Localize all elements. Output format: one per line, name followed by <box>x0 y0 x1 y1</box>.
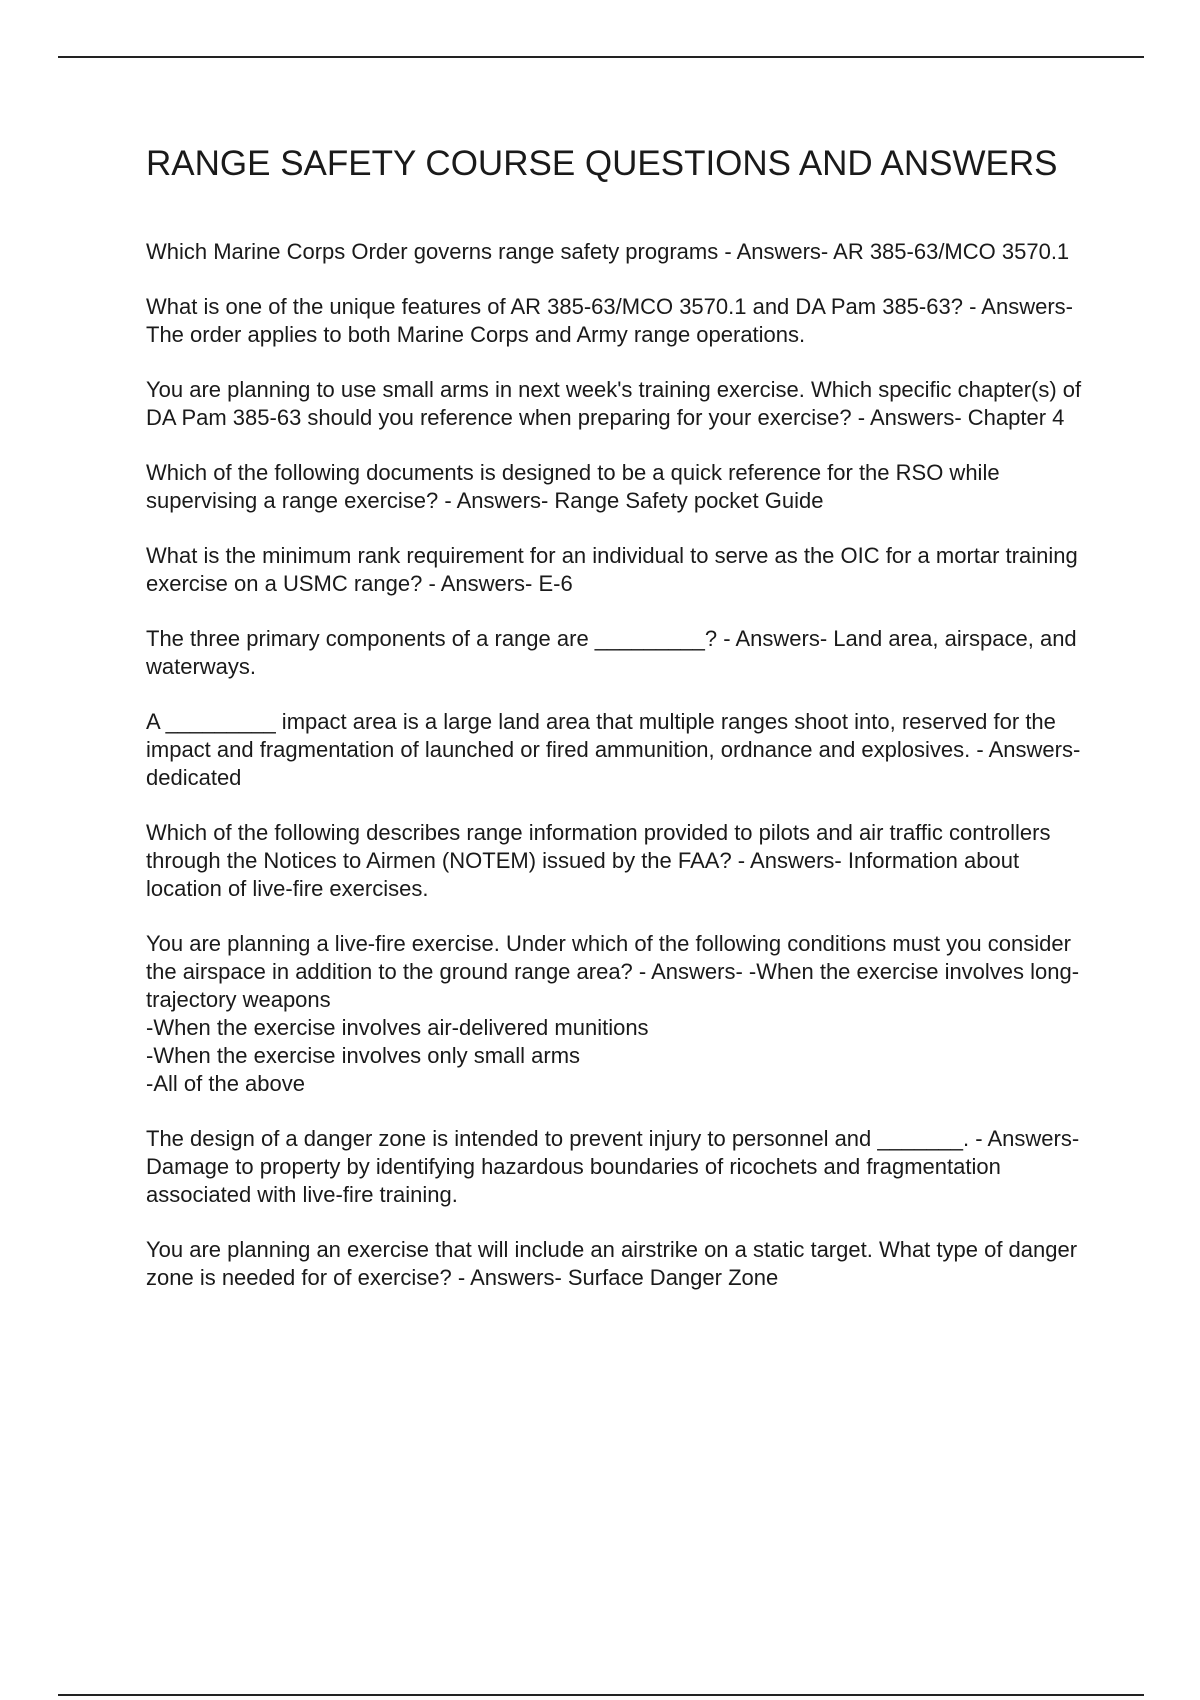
document-title: RANGE SAFETY COURSE QUESTIONS AND ANSWERS <box>146 144 1058 183</box>
qa-item: Which of the following documents is designed to be a quick reference for the RSO while supervising a range exercise? - Answers- Range Safety pocket Guide <box>146 460 1000 513</box>
top-divider <box>58 56 1144 58</box>
qa-item: Which of the following describes range information provided to pilots and air traffic controllers through the Notices to Airmen (NOTEM) issued by the FAA? - Answers- Information about location of live-fire exercises. <box>146 820 1051 901</box>
qa-item: The design of a danger zone is intended to prevent injury to personnel and _______. - Answers- Damage to property by identifying hazardous boundaries of ricochets and fragmentation associated with live-fire training. <box>146 1126 1080 1207</box>
qa-item: What is the minimum rank requirement for an individual to serve as the OIC for a mortar training exercise on a USMC range? - Answers- E-6 <box>146 543 1078 596</box>
qa-item: The three primary components of a range are _________? - Answers- Land area, airspace, and waterways. <box>146 626 1077 679</box>
bottom-divider <box>58 1694 1144 1696</box>
qa-item: You are planning to use small arms in next week's training exercise. Which specific chapter(s) of DA Pam 385-63 should you reference when preparing for your exercise? - Answers- Chapter 4 <box>146 377 1082 430</box>
qa-item: You are planning an exercise that will include an airstrike on a static target. What type of danger zone is needed for of exercise? - Answers- Surface Danger Zone <box>146 1237 1078 1290</box>
document-body <box>146 143 1091 1319</box>
qa-item: What is one of the unique features of AR 385-63/MCO 3570.1 and DA Pam 385-63? - Answers- The order applies to both Marine Corps and Army range operations. <box>146 294 1073 347</box>
qa-item: A _________ impact area is a large land area that multiple ranges shoot into, reserved for the impact and fragmentation of launched or fired ammunition, ordnance and explosives. - Answers- dedicated <box>146 709 1081 790</box>
qa-item: Which Marine Corps Order governs range safety programs - Answers- AR 385-63/MCO 3570.1 <box>146 239 1070 264</box>
qa-item: You are planning a live-fire exercise. Under which of the following conditions must you consider the airspace in addition to the ground range area? - Answers- -When the exercise involves long-trajectory weapons -When the exercise involves air-delivered munitions -When the exercise involves only small arms -All of the above <box>146 931 1080 1096</box>
